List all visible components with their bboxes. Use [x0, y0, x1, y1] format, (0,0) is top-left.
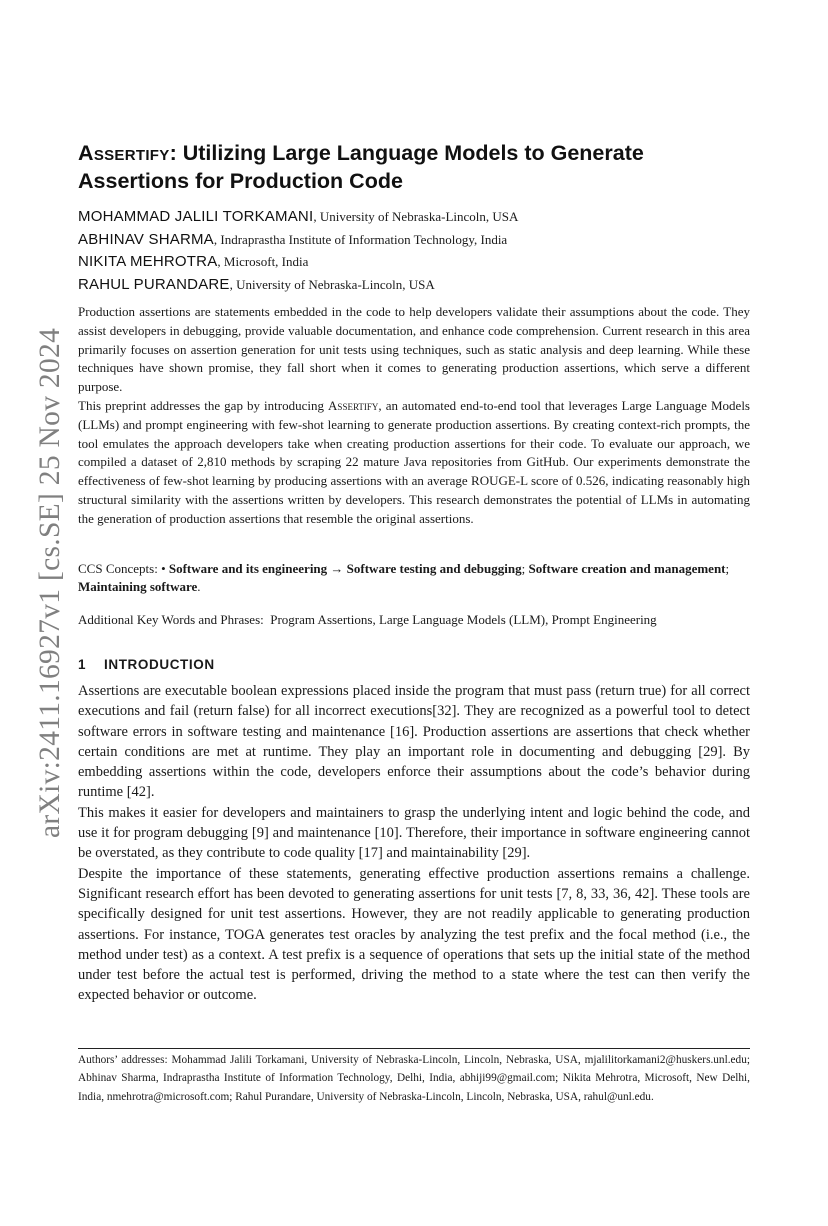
- abstract-text: , an automated end-to-end tool that leverages Large Language Models (LLMs) and prompt engineering with few-shot learning to generate production assertions. By creating context-rich prompts, the tool emulates the approach developers take when creating production assertions for their code. To evaluate our approach, we compiled a dataset of 2,810 methods by scraping 22 mature Java repositories from GitHub. Our experiments demonstrate the effectiveness of few-shot learning by producing assertions with an average ROUGE-L score of 0.526, indicating reasonably high structural similarity with the assertions written by developers. This research demonstrates the potential of LLMs in automating the generation of production assertions that resemble the original assertions.: [78, 397, 750, 526]
- ccs-concept: Maintaining software: [78, 579, 198, 594]
- author-name: MOHAMMAD JALILI TORKAMANI: [78, 208, 314, 225]
- ccs-concept: Software and its engineering: [168, 561, 328, 576]
- abstract-text: This preprint addresses the gap by introducing: [78, 397, 329, 413]
- keywords-label: Additional Key Words and Phrases:: [78, 612, 264, 627]
- ccs-label: CCS Concepts: •: [78, 561, 169, 576]
- keywords-text: Program Assertions, Large Language Models (LLM), Prompt Engineering: [270, 612, 657, 627]
- tool-name-inline: Assertify: [328, 397, 379, 413]
- author-addresses-footnote: Authors’ addresses: Mohammad Jalili Torkamani, University of Nebraska-Lincoln, Lincoln, Nebraska, USA, mjalilitorkamani2@huskers.unl.edu; Abhinav Sharma, Indraprastha Institute of Information Technology, Delhi, India, abhiji99@gmail.com; Nikita Mehrotra, Microsoft, New Delhi, India, nmehrotra@microsoft.com; Rahul Purandare, University of Nebraska-Lincoln, Lincoln, Nebraska, USA, rahul@unl.edu.: [78, 1054, 750, 1103]
- section-title: INTRODUCTION: [104, 657, 215, 672]
- ccs-separator: ;: [521, 561, 529, 576]
- author-list: [78, 206, 750, 297]
- arxiv-identifier: arXiv:2411.16927v1 [cs.SE] 25 Nov 2024: [34, 327, 66, 838]
- author-name: NIKITA MEHROTRA: [78, 253, 218, 271]
- author-entry: [78, 251, 750, 274]
- author-name: ABHINAV SHARMA: [78, 230, 214, 248]
- ccs-arrow: →: [327, 561, 347, 576]
- ccs-end: .: [197, 579, 201, 594]
- abstract: [78, 303, 750, 529]
- ccs-concept: Software creation and management: [528, 561, 726, 576]
- intro-paragraph-1: Assertions are executable boolean expressions placed inside the program that must pass (return true) for all correct executions and fail (return false) for all incorrect executions[32]. They are recognized as a powerful tool to detect software errors in software testing and maintenance [16]. Production assertions are assertions that check whether certain conditions are met at runtime. They play an important role in documenting and debugging [29]. By embedding assertions within the code, developers enforce their assumptions about the code’s behavior during runtime [42].: [78, 683, 750, 801]
- title-rest: : Utilizing Large Language Models to Generate Assertions for Production Code: [78, 141, 644, 193]
- author-affiliation: , University of Nebraska-Lincoln, USA: [313, 209, 519, 224]
- intro-paragraph-2: This makes it easier for developers and maintainers to grasp the underlying intent and logic behind the code, and use it for program debugging [9] and maintenance [10]. Therefore, their importance in software engineering cannot be overstated, as they contribute to code quality [17] and maintainability [29].: [78, 804, 750, 862]
- author-affiliation: , Microsoft, India: [217, 254, 309, 270]
- author-name: RAHUL PURANDARE: [78, 276, 230, 294]
- author-entry: [78, 274, 750, 297]
- abstract-paragraph-2: [78, 397, 750, 529]
- section-heading: [78, 656, 215, 674]
- author-entry: [78, 229, 750, 252]
- author-entry: [78, 206, 750, 229]
- author-affiliation: , Indraprastha Institute of Information Technology, India: [213, 231, 508, 247]
- author-affiliation: , University of Nebraska-Lincoln, USA: [229, 277, 435, 293]
- intro-paragraph-3: Despite the importance of these statements, generating effective production assertions remains a challenge. Significant research effort has been devoted to generating assertions for unit tests [7, 8, 33, 36, 42]. These tools are specifically designed for unit test assertions. However, they are not readily applicable to generating production assertions. For instance, TOGA generates test oracles by analyzing the test prefix and the focal method (i.e., the method under test) as a context. A test prefix is a sequence of operations that sets up the initial state of the method under test before the actual test is performed, driving the method to a state where the test can then verify the expected behavior or outcome.: [78, 865, 750, 1004]
- tool-name: Assertify: [78, 141, 170, 165]
- keywords: [78, 611, 750, 629]
- abstract-paragraph-1: Production assertions are statements embedded in the code to help developers validate their assumptions about the code. They assist developers in debugging, provide valuable documentation, and enhance code comprehension. Current research in this area primarily focuses on assertion generation for unit tests using techniques, such as static analysis and deep learning. While these techniques have shown promise, they fall short when it comes to generating production assertions, which serve a different purpose.: [78, 304, 750, 395]
- footnote-divider: [78, 1048, 750, 1049]
- introduction-body: [78, 681, 750, 1006]
- paper-title: [78, 139, 750, 195]
- section-number: 1: [78, 657, 87, 672]
- ccs-concept: Software testing and debugging: [346, 561, 522, 576]
- ccs-concepts: [78, 560, 750, 596]
- ccs-separator: ;: [725, 561, 730, 576]
